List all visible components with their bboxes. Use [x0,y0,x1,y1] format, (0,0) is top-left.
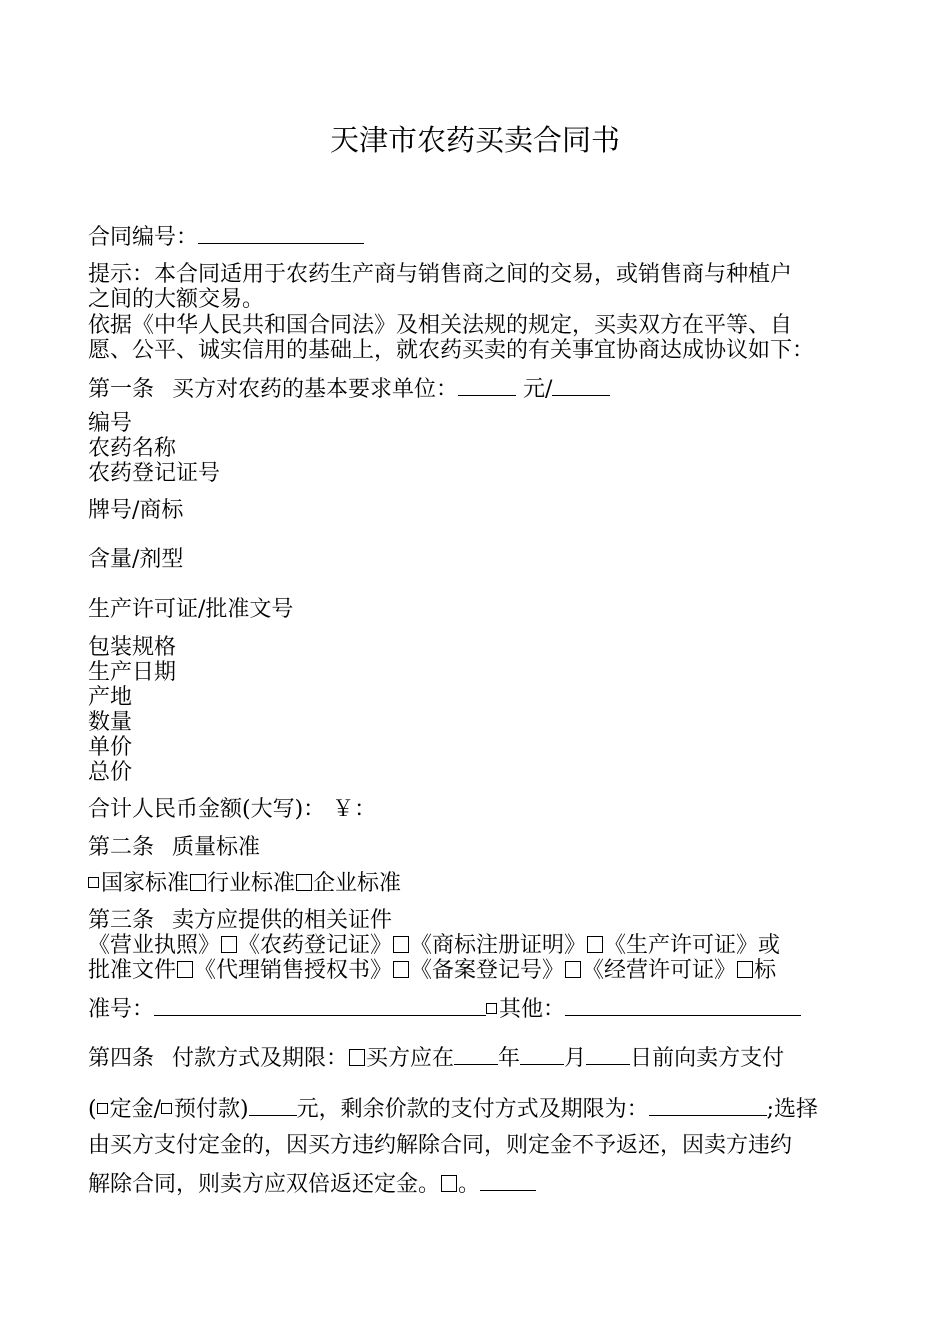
sales-authorization-label: 《代理销售授权书》 [194,958,393,983]
filing-number-checkbox[interactable] [393,961,409,978]
production-license-checkbox[interactable] [587,936,603,953]
double-return-text: 解除合同，则卖方应双倍返还定金。 [88,1172,441,1197]
day-label: 日前向卖方支付 [630,1046,785,1071]
trademark-label: 《商标注册证明》 [410,933,587,958]
standard-number-label: 准号： [88,997,155,1022]
period-mark: 。 [458,1172,481,1197]
sales-authorization-checkbox[interactable] [177,961,193,978]
article-3-line [88,908,868,933]
article-4-line [88,1044,868,1071]
field-date: 生产日期 [88,660,177,685]
article-4-heading: 第四条 [88,1046,155,1071]
certificates-line-3 [88,995,868,1022]
field-content: 含量/剂型 [88,547,184,572]
day-blank[interactable] [586,1044,630,1065]
paren-open: ( [88,1097,97,1122]
standard-checkbox[interactable] [737,961,753,978]
approval-document-label: 批准文件 [88,958,177,983]
certificates-line-1 [88,933,868,958]
prepayment-label: 预付款) [174,1097,249,1122]
certificates-line-2 [88,958,868,983]
contract-number-line [88,223,868,250]
month-blank[interactable] [520,1044,564,1065]
business-license-label: 《营业执照》 [88,933,221,958]
field-pack: 包装规格 [88,635,177,660]
article-1-heading: 第一条 [88,377,155,402]
article-1-text: 买方对农药的基本要求单位： [172,377,459,402]
article-4-text: 付款方式及期限： [172,1046,349,1071]
buyer-label: 买方应在 [366,1046,455,1071]
article-2-heading: 第二条 [88,835,155,860]
filing-number-label: 《备案登记号》 [410,958,565,983]
year-blank[interactable] [454,1044,498,1065]
payment-line-3: 由买方支付定金的，因买方违约解除合同，则定金不予返还，因卖方违约 [88,1133,793,1158]
basis-line-1: 依据《中华人民共和国合同法》及相关法规的规定，买卖双方在平等、自 [88,313,793,338]
unit-blank-1[interactable] [458,375,516,396]
article-3-heading: 第三条 [88,908,155,933]
article-3-text: 卖方应提供的相关证件 [172,908,393,933]
article-2-line [88,835,868,860]
standard-number-blank[interactable] [154,995,486,1016]
enterprise-standard-label: 企业标准 [313,871,402,896]
choose-label: ;选择 [766,1097,819,1122]
payment-line-4 [88,1170,868,1197]
production-license-label: 《生产许可证》或 [604,933,781,958]
basis-line-2: 愿、公平、诚实信用的基础上，就农药买卖的有关事宜协商达成协议如下： [88,338,815,363]
industry-standard-label: 行业标准 [207,871,296,896]
deposit-checkbox[interactable] [97,1103,108,1114]
enterprise-standard-checkbox[interactable] [296,874,312,891]
prepayment-checkbox[interactable] [161,1103,172,1114]
field-name: 农药名称 [88,436,177,461]
pesticide-registration-label: 《农药登记证》 [238,933,393,958]
payment-line-2 [88,1095,868,1122]
national-standard-checkbox[interactable] [88,877,99,888]
field-qty: 数量 [88,710,133,735]
hint-line-2: 之间的大额交易。 [88,287,265,312]
business-permit-checkbox[interactable] [565,961,581,978]
hint-line-1: 提示：本合同适用于农药生产商与销售商之间的交易，或销售商与种植户 [88,262,793,287]
field-no: 编号 [88,411,133,436]
unit-blank-2[interactable] [552,375,610,396]
field-brand: 牌号/商标 [88,498,184,523]
national-standard-label: 国家标准 [101,871,190,896]
business-permit-label: 《经营许可证》 [582,958,737,983]
deposit-label: 定金/ [109,1097,162,1122]
field-reg-no: 农药登记证号 [88,461,221,486]
article-1-line [88,375,868,402]
unit-yuan: 元/ [523,377,553,402]
amount-blank[interactable] [249,1095,297,1116]
trademark-checkbox[interactable] [393,936,409,953]
contract-number-blank[interactable] [198,223,364,244]
other-blank[interactable] [565,995,801,1016]
other-payment-checkbox[interactable] [441,1175,457,1192]
year-label: 年 [498,1046,521,1071]
total-amount-line: 合计人民币金额(大写)： ￥： [88,797,377,822]
other-label: 其他： [499,997,566,1022]
quality-options-line [88,871,868,896]
field-origin: 产地 [88,685,133,710]
buyer-payment-checkbox[interactable] [349,1049,365,1066]
pesticide-registration-checkbox[interactable] [221,936,237,953]
field-total: 总价 [88,760,133,785]
month-label: 月 [564,1046,587,1071]
final-blank[interactable] [480,1170,536,1191]
field-license: 生产许可证/批准文号 [88,597,294,622]
document-title: 天津市农药买卖合同书 [329,123,620,157]
field-unit-price: 单价 [88,735,133,760]
remaining-payment-label: 元，剩余价款的支付方式及期限为： [296,1097,649,1122]
payment-terms-blank[interactable] [649,1095,767,1116]
article-2-text: 质量标准 [172,835,261,860]
contract-number-label: 合同编号： [88,225,199,250]
standard-label: 标 [754,958,777,983]
other-checkbox[interactable] [486,1003,497,1014]
industry-standard-checkbox[interactable] [190,874,206,891]
